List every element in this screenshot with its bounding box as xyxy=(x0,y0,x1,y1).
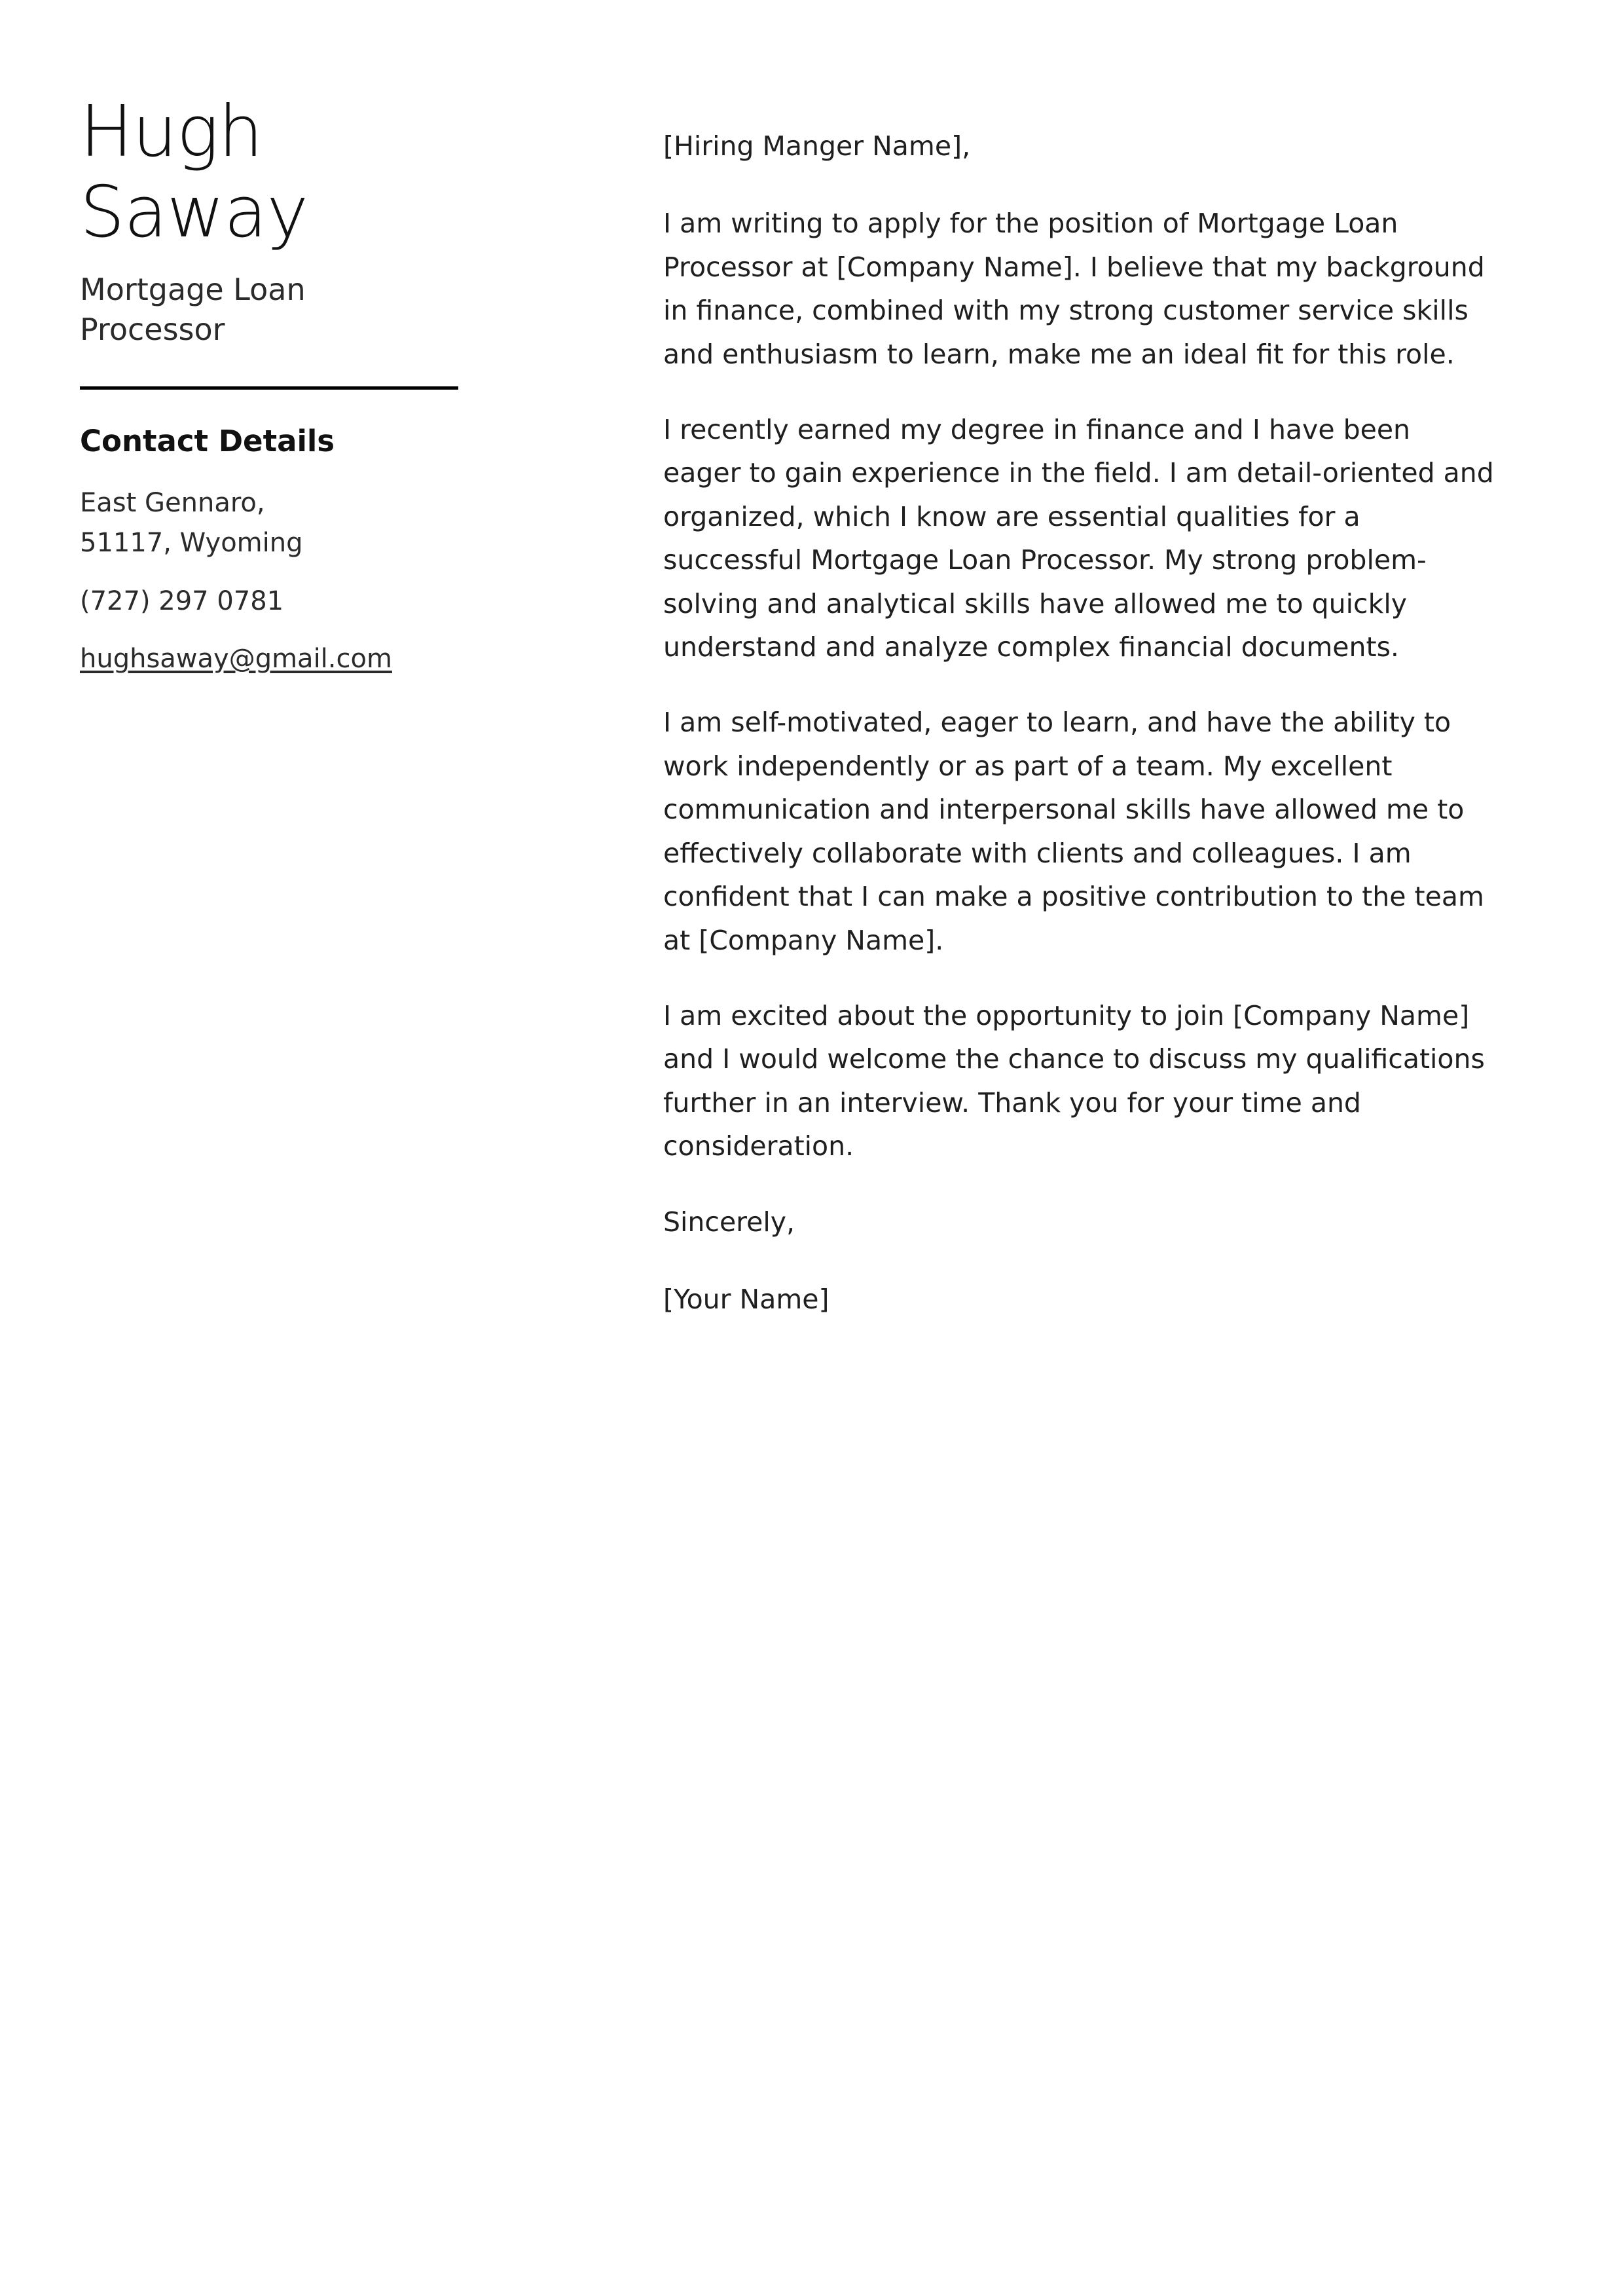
letter-paragraph: I recently earned my degree in finance and I have been eager to gain experience in the field. I am detail-oriented and organized, which I know are essential qualities for a successful Mortgage Loan Processor. My strong problem-solving and analytical skills have allowed me to quickly understand and analyze complex financial documents. xyxy=(663,414,1494,663)
contact-email[interactable]: hughsaway@gmail.com xyxy=(80,644,392,675)
contact-details-heading: Contact Details xyxy=(80,423,335,458)
contact-address: East Gennaro, 51117, Wyoming xyxy=(80,488,303,558)
applicant-job-title: Mortgage Loan Processor xyxy=(80,272,306,347)
contact-phone: (727) 297 0781 xyxy=(80,585,284,616)
letter-paragraph: I am writing to apply for the position of Mortgage Loan Processor at [Company Name]. I believe that my background in finance, combined with my strong customer service skills and enthusiasm to learn, make me an ideal fit for this role. xyxy=(663,208,1485,370)
sidebar xyxy=(80,92,538,697)
sidebar-divider xyxy=(80,386,458,390)
letter-body xyxy=(663,124,1496,1321)
applicant-first-name: Hugh xyxy=(80,91,263,173)
applicant-last-name: Saway xyxy=(80,172,308,254)
letter-signoff: Sincerely, xyxy=(663,1206,795,1238)
letter-paragraph: I am excited about the opportunity to join [Company Name] and I would welcome the chance to discuss my qualifications further in an interview. Thank you for your time and consideration. xyxy=(663,999,1485,1162)
letter-paragraph: I am self-motivated, eager to learn, and have the ability to work independently or as part of a team. My excellent communication and interpersonal skills have allowed me to effectively collaborate with clients and colleagues. I am confident that I can make a positive contribution to the team at [Company Name]. xyxy=(663,707,1484,956)
contact-details-list xyxy=(80,483,538,679)
letter-salutation: [Hiring Manger Name], xyxy=(663,130,971,162)
applicant-name xyxy=(80,92,538,253)
letter-signature: [Your Name] xyxy=(663,1283,830,1315)
